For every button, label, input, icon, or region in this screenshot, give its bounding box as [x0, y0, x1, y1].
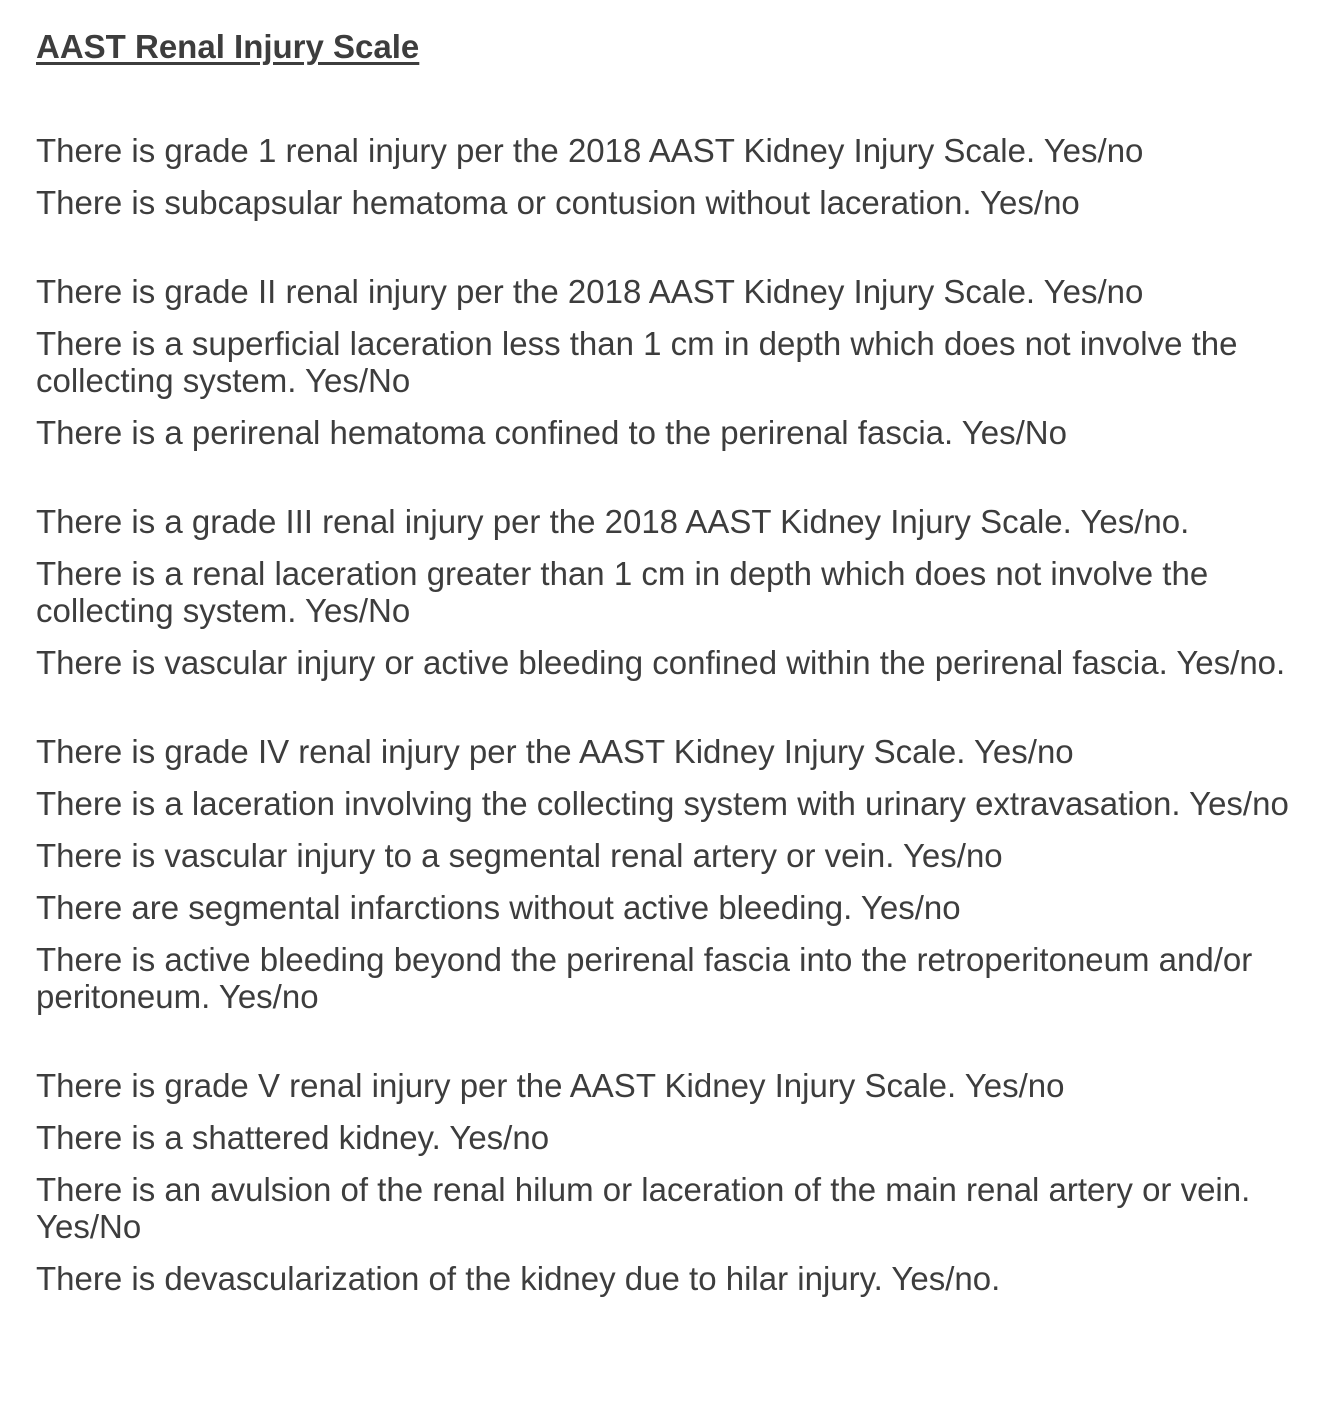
section-grade-5 — [36, 1067, 1307, 1297]
statement-paragraph: There is subcapsular hematoma or contusion without laceration. Yes/no — [36, 184, 1080, 221]
statement-paragraph: There is grade II renal injury per the 2018 AAST Kidney Injury Scale. Yes/no — [36, 273, 1144, 310]
statement-paragraph: There are segmental infarctions without active bleeding. Yes/no — [36, 889, 961, 926]
statement-paragraph: There is active bleeding beyond the perirenal fascia into the retroperitoneum and/or peritoneum. Yes/no — [36, 941, 1253, 1015]
section-grade-3 — [36, 503, 1307, 681]
statement-paragraph: There is a grade III renal injury per the 2018 AAST Kidney Injury Scale. Yes/no. — [36, 503, 1190, 540]
statement-paragraph: There is grade 1 renal injury per the 2018 AAST Kidney Injury Scale. Yes/no — [36, 132, 1144, 169]
section-grade-1 — [36, 132, 1307, 221]
statement-paragraph: There is vascular injury or active bleeding confined within the perirenal fascia. Yes/no. — [36, 644, 1286, 681]
statement-paragraph: There is a superficial laceration less than 1 cm in depth which does not involve the collecting system. Yes/No — [36, 325, 1238, 399]
document-title: AAST Renal Injury Scale — [36, 28, 420, 65]
section-grade-2 — [36, 273, 1307, 451]
statement-paragraph: There is devascularization of the kidney due to hilar injury. Yes/no. — [36, 1260, 1001, 1297]
statement-paragraph: There is a renal laceration greater than 1 cm in depth which does not involve the collecting system. Yes/No — [36, 555, 1209, 629]
statement-paragraph: There is an avulsion of the renal hilum or laceration of the main renal artery or vein. Yes/No — [36, 1171, 1251, 1245]
section-grade-4 — [36, 733, 1307, 1015]
statement-paragraph: There is vascular injury to a segmental renal artery or vein. Yes/no — [36, 837, 1003, 874]
statement-paragraph: There is a shattered kidney. Yes/no — [36, 1119, 550, 1156]
statement-paragraph: There is a perirenal hematoma confined to the perirenal fascia. Yes/No — [36, 414, 1067, 451]
statement-paragraph: There is a laceration involving the collecting system with urinary extravasation. Yes/no — [36, 785, 1289, 822]
statement-paragraph: There is grade V renal injury per the AAST Kidney Injury Scale. Yes/no — [36, 1067, 1065, 1104]
statement-paragraph: There is grade IV renal injury per the AAST Kidney Injury Scale. Yes/no — [36, 733, 1074, 770]
